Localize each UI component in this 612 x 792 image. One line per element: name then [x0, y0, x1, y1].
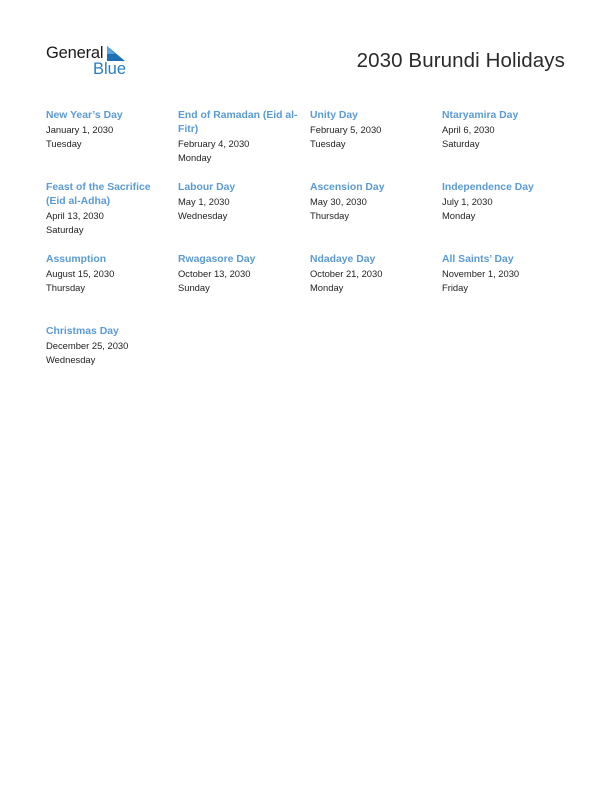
holiday-item — [46, 181, 178, 253]
holiday-item — [178, 181, 310, 253]
holiday-item — [310, 253, 442, 325]
holiday-name: Assumption — [46, 254, 107, 265]
holiday-name: End of Ramadan (Eid al-Fitr) — [178, 110, 298, 135]
holiday-name: Rwagasore Day — [178, 254, 256, 265]
holiday-weekday: Tuesday — [310, 137, 346, 149]
holiday-name: New Year’s Day — [46, 110, 123, 121]
holiday-weekday: Wednesday — [178, 209, 228, 221]
holiday-item — [310, 181, 442, 253]
holiday-name: Independence Day — [442, 182, 534, 193]
holiday-item — [178, 109, 310, 181]
holiday-item — [442, 109, 574, 181]
holiday-weekday: Sunday — [178, 281, 210, 293]
holiday-item — [46, 109, 178, 181]
holiday-date: April 6, 2030 — [442, 124, 495, 135]
holiday-date: August 15, 2030 — [46, 268, 115, 279]
holiday-weekday: Saturday — [442, 137, 480, 149]
logo — [46, 44, 136, 80]
holiday-item — [46, 325, 178, 397]
holiday-weekday: Monday — [178, 151, 212, 163]
holiday-name: Unity Day — [310, 110, 358, 121]
holiday-name: All Saints’ Day — [442, 254, 514, 265]
holiday-item — [442, 253, 574, 325]
holiday-weekday: Monday — [442, 209, 476, 221]
holiday-weekday: Thursday — [46, 281, 86, 293]
holiday-weekday: Friday — [442, 281, 469, 293]
holiday-date: February 4, 2030 — [178, 138, 250, 149]
holiday-date: April 13, 2030 — [46, 210, 104, 221]
holiday-weekday: Monday — [310, 281, 344, 293]
holiday-weekday: Thursday — [310, 209, 350, 221]
logo-text-blue: Blue — [93, 60, 127, 78]
holiday-grid — [46, 109, 574, 397]
holiday-weekday: Tuesday — [46, 137, 82, 149]
holiday-item — [442, 181, 574, 253]
holiday-item — [46, 253, 178, 325]
holiday-date: October 21, 2030 — [310, 268, 383, 279]
holiday-name: Labour Day — [178, 182, 236, 193]
holiday-date: May 1, 2030 — [178, 196, 230, 207]
holiday-item — [178, 253, 310, 325]
holiday-name: Ntaryamira Day — [442, 110, 519, 121]
holiday-name: Christmas Day — [46, 326, 119, 337]
holiday-weekday: Saturday — [46, 223, 84, 235]
holiday-date: January 1, 2030 — [46, 124, 114, 135]
holiday-date: November 1, 2030 — [442, 268, 520, 279]
page-title: 2030 Burundi Holidays — [356, 49, 565, 72]
holiday-name: Ndadaye Day — [310, 254, 376, 265]
holiday-weekday: Wednesday — [46, 353, 96, 365]
holiday-date: February 5, 2030 — [310, 124, 382, 135]
holiday-date: December 25, 2030 — [46, 340, 129, 351]
holiday-item — [310, 109, 442, 181]
holiday-date: May 30, 2030 — [310, 196, 367, 207]
holiday-name: Feast of the Sacrifice (Eid al-Adha) — [46, 182, 151, 207]
logo-text-general: General — [46, 44, 104, 62]
holiday-date: October 13, 2030 — [178, 268, 251, 279]
holiday-name: Ascension Day — [310, 182, 385, 193]
holiday-date: July 1, 2030 — [442, 196, 493, 207]
